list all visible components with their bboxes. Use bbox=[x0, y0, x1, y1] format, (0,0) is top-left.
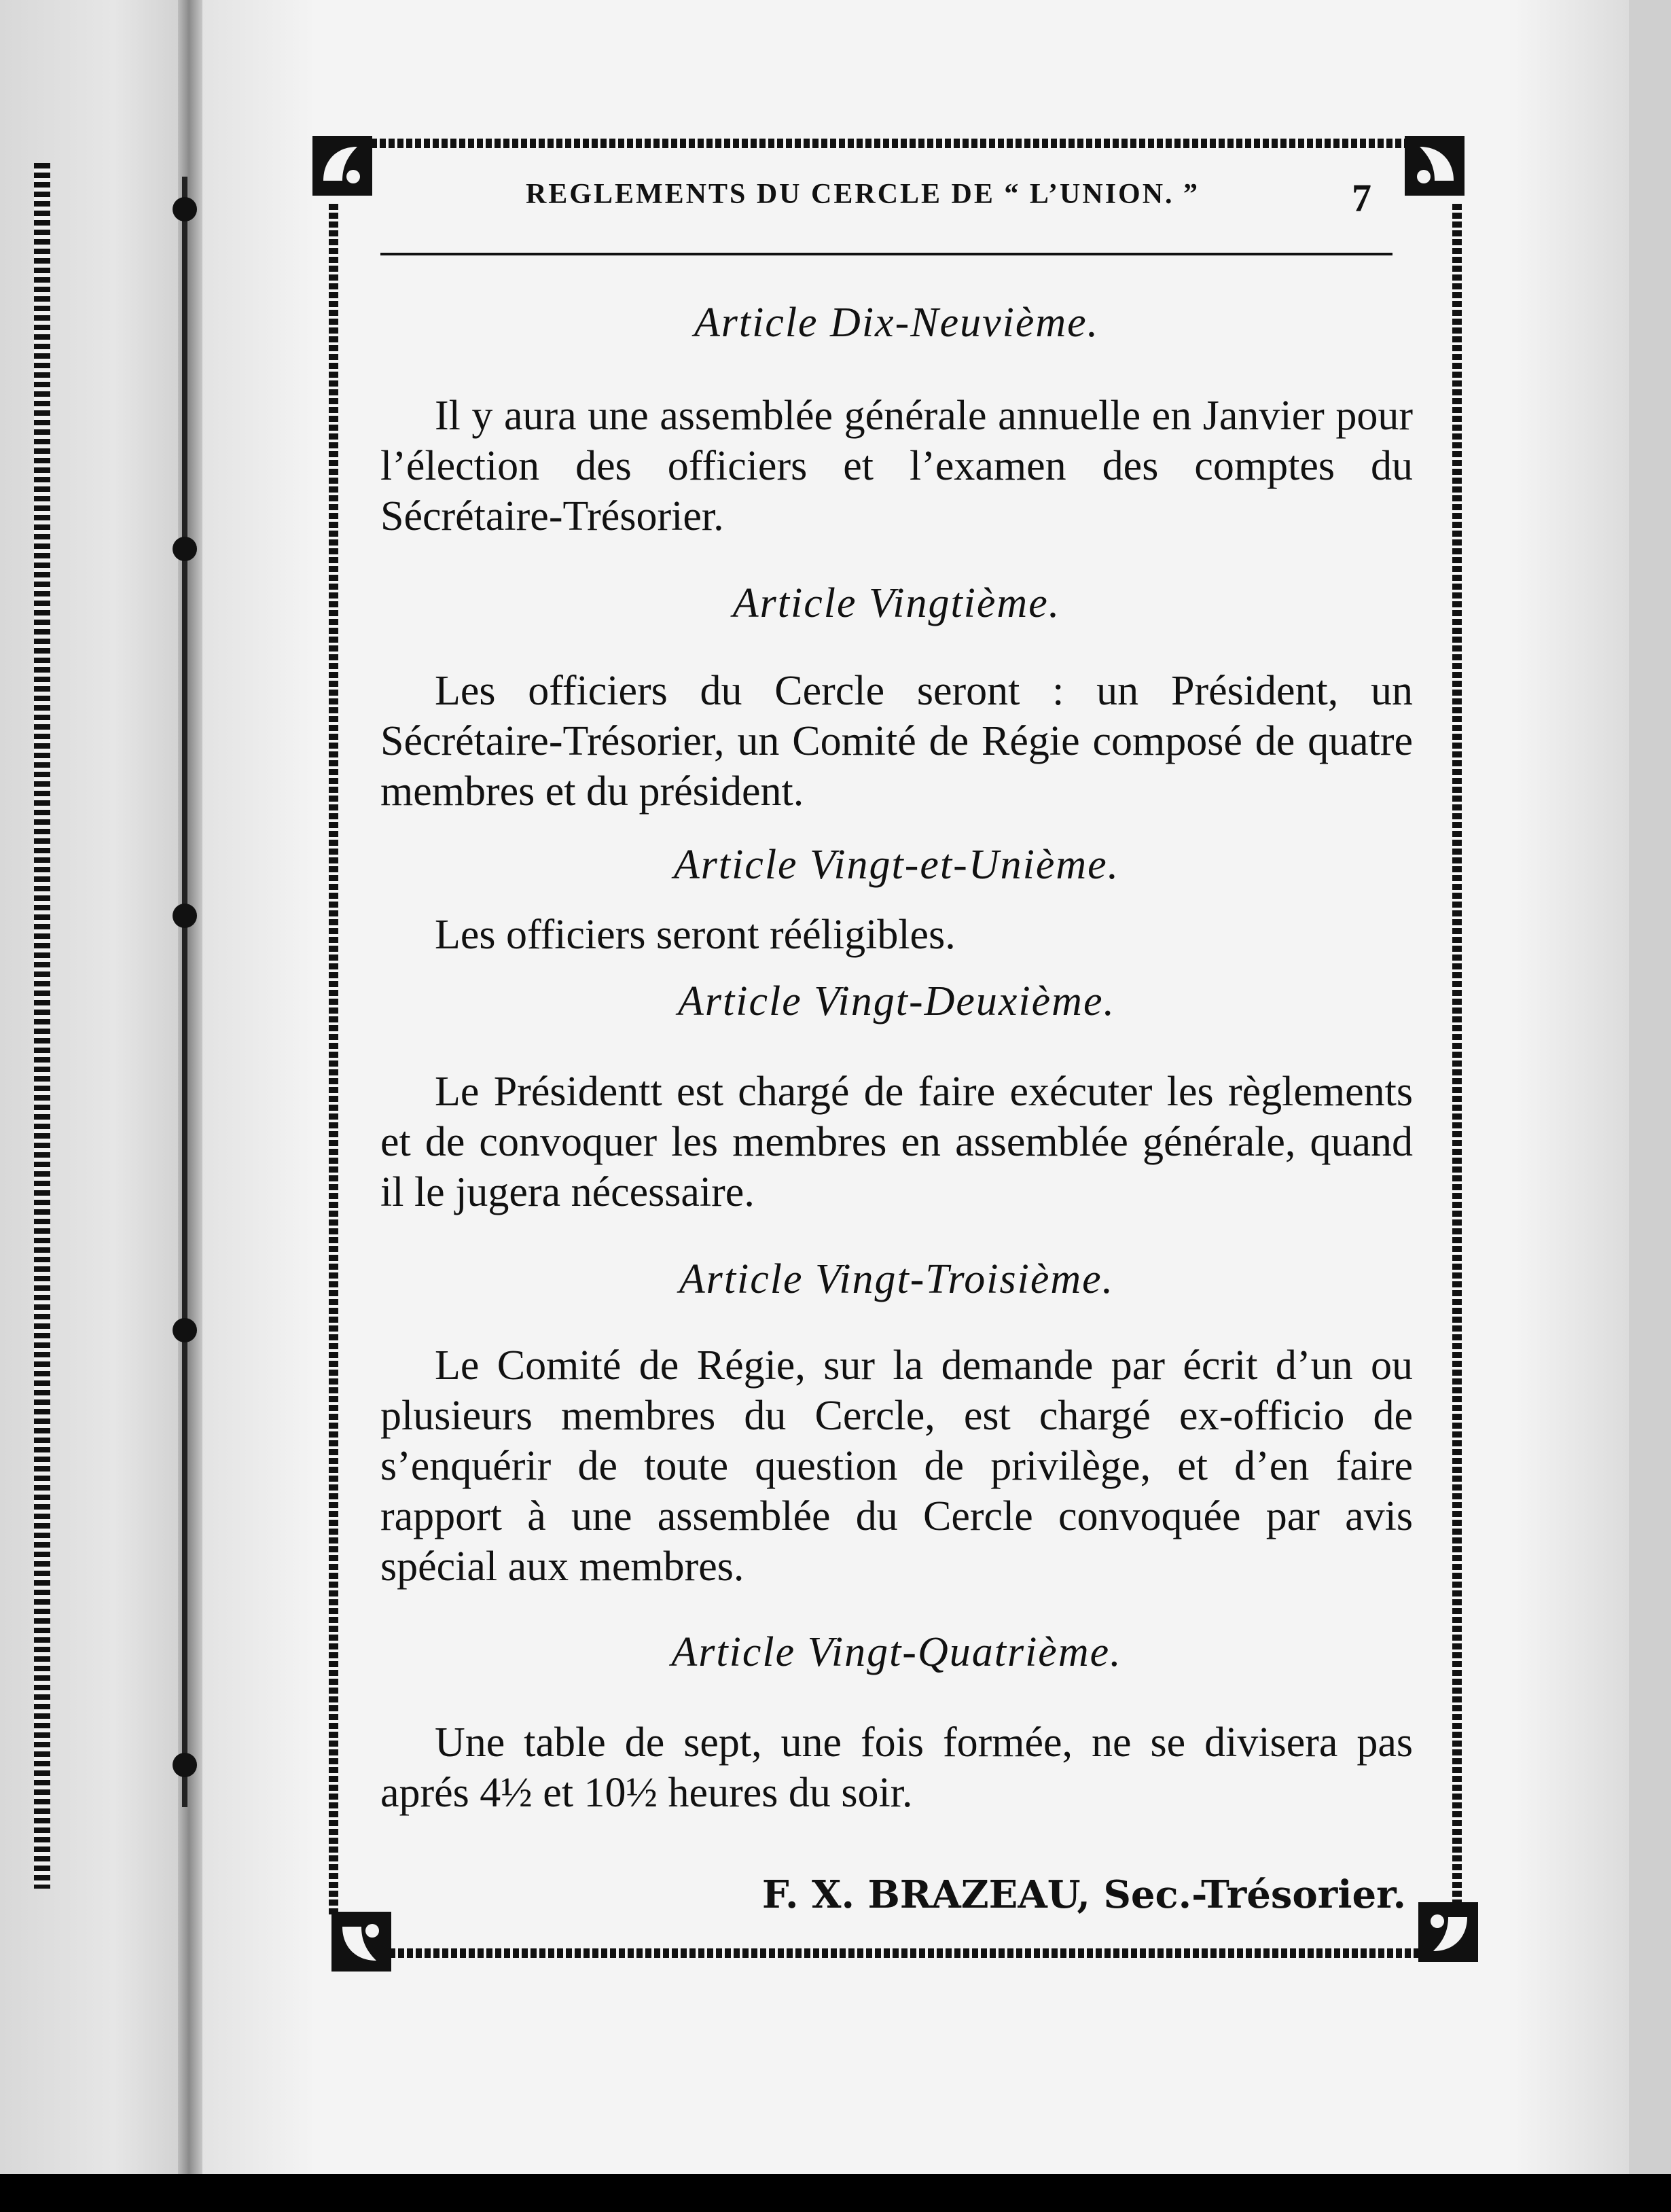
running-header: REGLEMENTS DU CERCLE DE “ L’UNION. ” bbox=[525, 179, 1200, 210]
page-edge bbox=[1629, 0, 1671, 2174]
frame-border-left bbox=[329, 204, 338, 1916]
article-title: Article Vingt-Quatrième. bbox=[671, 1629, 1122, 1675]
frame-corner-ornament-icon bbox=[329, 1909, 394, 1974]
article-text: Le Présidentt est chargé de faire exécuter les règlements et de convoquer les membres en assemblée générale, quand il le jugera nécessaire. bbox=[380, 1069, 1413, 1215]
binding-knot bbox=[173, 904, 197, 928]
article-title: Article Vingt-et-Unième. bbox=[673, 842, 1120, 888]
article-title: Article Vingt-Troisième. bbox=[679, 1256, 1115, 1302]
article-text: Le Comité de Régie, sur la demande par écrit d’un ou plusieurs membres du Cercle, est chargé ex-officio de s’enquérir de toute question de privilège, et d’en faire rapport à une assemblée du Cercle convoquée par avis spécial aux membres. bbox=[380, 1342, 1413, 1590]
article-text: Les officiers du Cercle seront : un Président, un Sécrétaire-Trésorier, un Comité de Régie composé de quatre membres et du président. bbox=[380, 668, 1413, 815]
signature: F. X. BRAZEAU, Sec.-Trésorier. bbox=[761, 1872, 1406, 1917]
frame-border-top bbox=[353, 139, 1413, 148]
article-title: Article Vingtième. bbox=[732, 580, 1061, 626]
article-text: Une table de sept, une fois formée, ne se divisera pas aprés 4½ et 10½ heures du soir. bbox=[380, 1719, 1413, 1816]
binding-knot bbox=[173, 1318, 197, 1342]
frame-corner-ornament-icon bbox=[1402, 133, 1467, 198]
header-rule bbox=[380, 253, 1392, 255]
frame-border-bottom bbox=[380, 1948, 1440, 1958]
binding-knot bbox=[173, 197, 197, 221]
article-title: Article Vingt-Deuxième. bbox=[678, 978, 1115, 1024]
article-text: Il y aura une assemblée générale annuelle en Janvier pour l’élection des officiers et l’examen des comptes du Sécrétaire-Trésorier. bbox=[380, 393, 1413, 539]
frame-border-right bbox=[1452, 204, 1462, 1916]
frame-corner-ornament-icon bbox=[310, 133, 375, 198]
binding-thread bbox=[182, 177, 187, 1807]
binding-knot bbox=[173, 1753, 197, 1777]
binding-knot bbox=[173, 537, 197, 561]
article-text: Les officiers seront rééligibles. bbox=[435, 912, 956, 958]
scan-bottom-band bbox=[0, 2174, 1671, 2212]
page-number: 7 bbox=[1352, 176, 1371, 220]
facing-page-edge bbox=[0, 0, 190, 2174]
facing-page-border bbox=[34, 163, 50, 1889]
article-title: Article Dix-Neuvième. bbox=[694, 300, 1100, 346]
page-body bbox=[380, 299, 1413, 1917]
frame-corner-ornament-icon bbox=[1416, 1899, 1481, 1965]
